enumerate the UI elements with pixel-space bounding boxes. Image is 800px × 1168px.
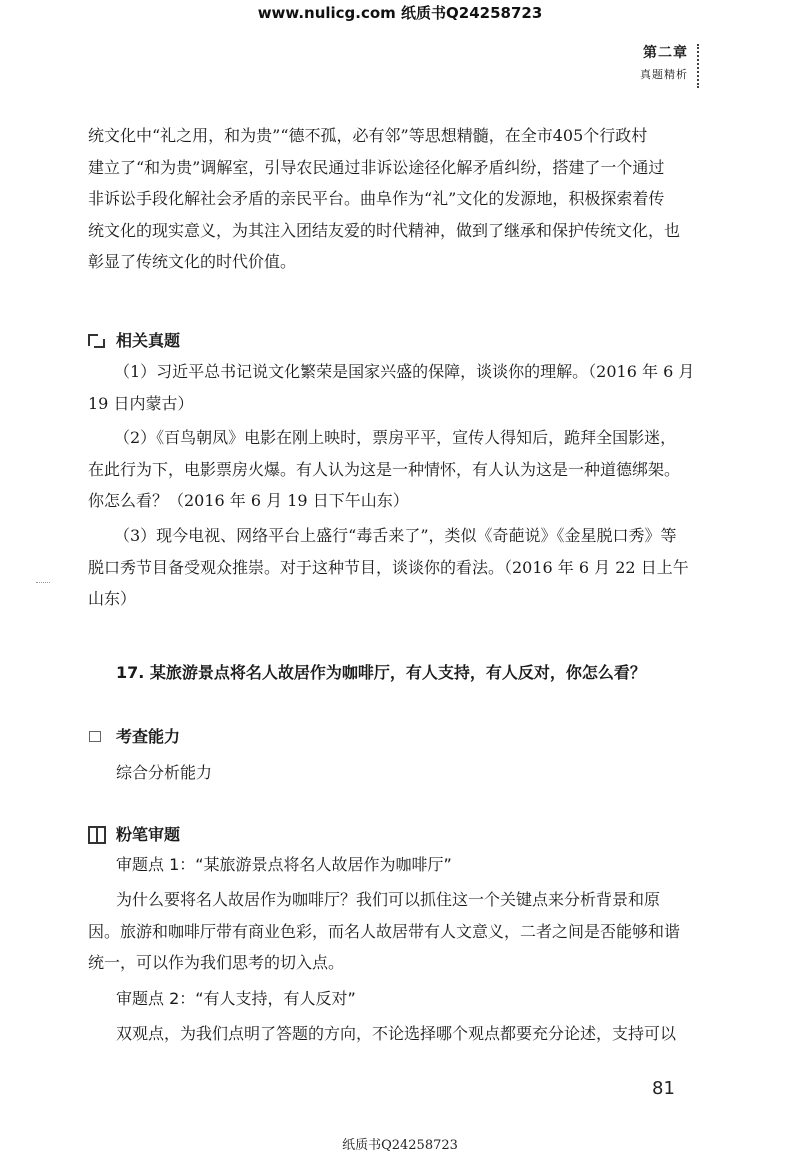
related-questions-heading bbox=[88, 328, 180, 351]
section-title: 考查能力 bbox=[116, 727, 181, 746]
section-grid-icon bbox=[88, 826, 104, 842]
analysis-point-1: 审题点 1：“某旅游景点将名人故居作为咖啡厅” bbox=[116, 855, 452, 874]
text-line: 非诉讼手段化解社会矛盾的亲民平台。曲阜作为“礼”文化的发源地，积极探索着传 bbox=[88, 189, 665, 208]
text-line: 因。旅游和咖啡厅带有商业色彩，而名人故居带有人文意义，二者之间是否能够和谐 bbox=[88, 921, 681, 941]
section-bracket-icon bbox=[88, 332, 104, 348]
page-number: 81 bbox=[652, 1078, 675, 1099]
text-line: 双观点，为我们点明了答题的方向，不论选择哪个观点都要充分论述，支持可以 bbox=[116, 1024, 677, 1043]
ability-heading bbox=[88, 724, 180, 747]
related-question-2 bbox=[88, 422, 688, 517]
text-line: 统文化的现实意义，为其注入团结友爱的时代精神，做到了继承和保护传统文化，也 bbox=[88, 220, 681, 240]
text-line: 你怎么看？（2016 年 6 月 19 日下午山东） bbox=[88, 491, 409, 510]
text-line: 19 日内蒙古） bbox=[88, 393, 194, 413]
text-line: 在此行为下，电影票房火爆。有人认为这是一种情怀，有人认为这是一种道德绑架。 bbox=[88, 459, 681, 479]
section-title: 相关真题 bbox=[116, 331, 181, 350]
margin-mark bbox=[36, 582, 50, 587]
section-box-icon bbox=[88, 728, 104, 744]
chapter-title: 第二章 bbox=[643, 45, 688, 61]
chapter-header bbox=[640, 42, 688, 82]
chapter-divider bbox=[697, 44, 701, 88]
text-line: 统文化中“礼之用，和为贵”“德不孤，必有邻”等思想精髓，在全市405个行政村 bbox=[88, 126, 648, 145]
ability-value: 综合分析能力 bbox=[116, 763, 213, 782]
analysis-point-2-text bbox=[88, 1018, 688, 1050]
text-line: 彰显了传统文化的时代价值。 bbox=[88, 252, 297, 271]
text-line: 建立了“和为贵”调解室，引导农民通过非诉讼途径化解矛盾纠纷，搭建了一个通过 bbox=[88, 157, 665, 177]
text-line: （2）《百鸟朝凤》电影在刚上映时，票房平平，宣传人得知后，跪拜全国影迷， bbox=[114, 428, 677, 447]
text-line: 统一，可以作为我们思考的切入点。 bbox=[88, 953, 345, 972]
text-line: 脱口秀节目备受观众推崇。对于这种节目，谈谈你的看法。（2016 年 6 月 22 日上午 bbox=[88, 557, 689, 577]
bottom-watermark: 纸质书Q24258723 bbox=[342, 1138, 458, 1153]
text-line: （3）现今电视、网络平台上盛行“毒舌来了”，类似《奇葩说》《金星脱口秀》等 bbox=[114, 526, 677, 545]
section-title: 粉笔审题 bbox=[116, 825, 181, 844]
text-line: 山东） bbox=[88, 589, 137, 608]
top-watermark: www.nulicg.com 纸质书Q24258723 bbox=[257, 4, 543, 22]
analysis-point-1-text bbox=[88, 884, 688, 979]
related-question-1 bbox=[88, 356, 695, 419]
chapter-subtitle: 真题精析 bbox=[640, 68, 688, 81]
question-17: 17. 某旅游景点将名人故居作为咖啡厅，有人支持，有人反对，你怎么看？ bbox=[116, 663, 646, 682]
text-line: （1）习近平总书记说文化繁荣是国家兴盛的保障，谈谈你的理解。（2016 年 6 月 bbox=[114, 362, 695, 381]
analysis-point-2: 审题点 2：“有人支持，有人反对” bbox=[116, 989, 356, 1008]
intro-paragraph bbox=[88, 120, 688, 278]
related-question-3 bbox=[88, 520, 688, 615]
text-line: 为什么要将名人故居作为咖啡厅？我们可以抓住这一个关键点来分析背景和原 bbox=[116, 890, 661, 909]
analysis-heading bbox=[88, 822, 180, 845]
